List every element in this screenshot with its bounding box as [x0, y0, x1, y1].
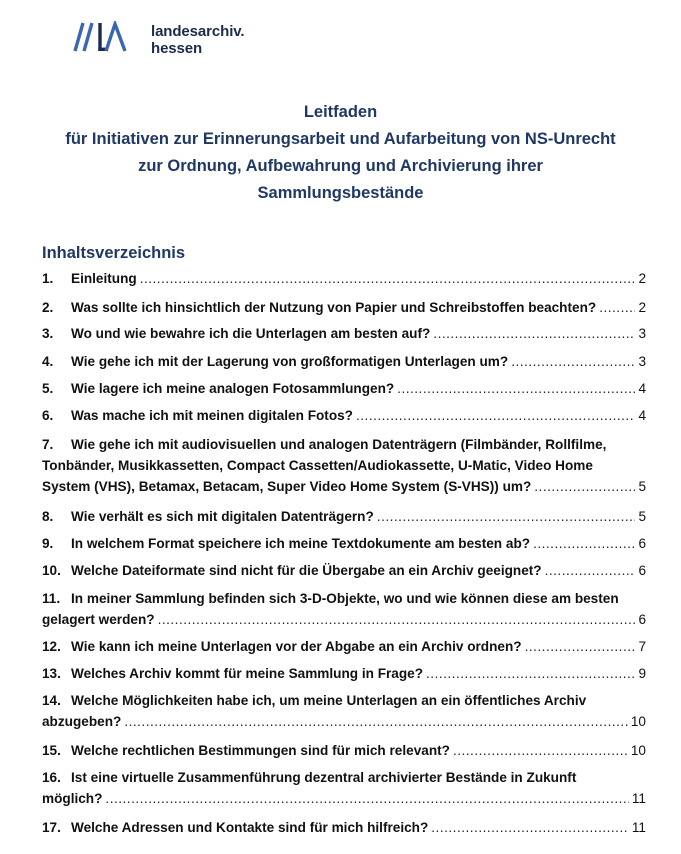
title-line-3: zur Ordnung, Aufbewahrung und Archivierung ihrer	[138, 157, 543, 175]
toc-entry-number: 9.	[42, 536, 54, 551]
toc-page-number: 3	[638, 354, 646, 369]
dot-leader	[533, 533, 635, 554]
toc-entry-number: 15.	[42, 743, 61, 758]
toc-entry[interactable]	[42, 560, 646, 581]
toc-entry-text: Welche rechtlichen Bestimmungen sind für mich relevant?	[71, 743, 450, 758]
toc-page-number: 4	[638, 381, 646, 396]
toc-page-number: 5	[638, 479, 646, 494]
dot-leader	[431, 817, 629, 838]
toc-page-number: 6	[638, 563, 646, 578]
toc-entry[interactable]	[42, 588, 646, 630]
toc-entry-text: abzugeben?	[42, 714, 122, 729]
toc-entry-number: 6.	[42, 408, 54, 423]
title-line-1: Leitfaden	[303, 103, 378, 121]
toc-entry-text: Welches Archiv kommt für meine Sammlung in Frage?	[71, 666, 424, 681]
toc-page-number: 6	[638, 536, 646, 551]
toc-entry-text: System (VHS), Betamax, Betacam, Super Video Home System (S-VHS)) um?	[42, 479, 532, 494]
toc-page-number: 9	[638, 666, 646, 681]
toc-page-number: 2	[638, 271, 646, 286]
dot-leader	[426, 663, 635, 684]
toc-entry-number: 11.	[42, 591, 61, 606]
toc-entry-number: 2.	[42, 300, 54, 315]
toc-page-number: 10	[630, 714, 646, 729]
toc-entry-text: Ist eine virtuelle Zusammenführung dezentral archivierter Bestände in Zukunft	[71, 770, 577, 785]
toc-entry[interactable]	[42, 767, 646, 809]
dot-leader	[377, 506, 636, 527]
toc-page-number: 7	[638, 639, 646, 654]
dot-leader	[453, 740, 628, 761]
dot-leader	[433, 323, 635, 344]
toc-page-number: 2	[638, 300, 646, 315]
logo-line-1: landesarchiv.	[151, 23, 245, 40]
dot-leader	[534, 476, 635, 497]
toc-entry-text-line	[42, 767, 646, 788]
toc-entry-text-line	[42, 588, 646, 609]
dot-leader	[124, 711, 628, 732]
toc-entry-text: Wie kann ich meine Unterlagen vor der Abgabe an ein Archiv ordnen?	[71, 639, 522, 654]
landesarchiv-hessen-logo-icon	[73, 21, 141, 57]
dot-leader	[511, 351, 635, 372]
toc-entry-text: Welche Adressen und Kontakte sind für mich hilfreich?	[71, 820, 429, 835]
toc-entry-text-line	[42, 455, 646, 476]
dot-leader	[397, 378, 635, 399]
toc-heading: Inhaltsverzeichnis	[42, 244, 186, 262]
toc-page-number: 10	[630, 743, 646, 758]
toc-entry-text: möglich?	[42, 791, 103, 806]
toc-entry-number: 7.	[42, 437, 54, 452]
toc-entry[interactable]	[42, 351, 646, 372]
toc-entry-text: Welche Dateiformate sind nicht für die Übergabe an ein Archiv geeignet?	[71, 563, 542, 578]
toc-page-number: 3	[638, 326, 646, 341]
toc-page-number: 6	[638, 612, 646, 627]
toc-page-number: 11	[631, 791, 646, 806]
toc-entry[interactable]	[42, 297, 646, 318]
toc-entry[interactable]	[42, 506, 646, 527]
toc-entry[interactable]	[42, 405, 646, 426]
toc-page-number: 11	[631, 820, 646, 835]
toc-entry[interactable]	[42, 434, 646, 497]
toc-page-number: 5	[638, 509, 646, 524]
toc-entry[interactable]	[42, 268, 646, 289]
toc-entry-text: Was sollte ich hinsichtlich der Nutzung von Papier und Schreibstoffen beachten?	[71, 300, 597, 315]
toc-entry-text: Wie gehe ich mit audiovisuellen und analogen Datenträgern (Filmbänder, Rollfilme,	[71, 437, 607, 452]
logo-line-2: hessen	[151, 40, 203, 57]
toc-entry-number: 1.	[42, 271, 54, 286]
toc-entry-text: In meiner Sammlung befinden sich 3-D-Objekte, wo und wie können diese am besten	[71, 591, 619, 606]
toc-entry-number: 3.	[42, 326, 54, 341]
toc-entry[interactable]	[42, 636, 646, 657]
toc-entry-number: 16.	[42, 770, 61, 785]
logo-wordmark	[151, 23, 244, 57]
toc-entry-text: Welche Möglichkeiten habe ich, um meine Unterlagen an ein öffentliches Archiv	[71, 693, 587, 708]
dot-leader	[140, 268, 636, 289]
toc-entry-text-line	[42, 434, 646, 455]
title-line-2: für Initiativen zur Erinnerungsarbeit und Aufarbeitung von NS-Unrecht	[65, 130, 616, 148]
dot-leader	[525, 636, 636, 657]
toc-entry-number: 8.	[42, 509, 54, 524]
dot-leader	[105, 788, 628, 809]
toc-entry-text-line	[42, 690, 646, 711]
dot-leader	[545, 560, 636, 581]
toc-entry-text: Wie verhält es sich mit digitalen Datenträgern?	[71, 509, 374, 524]
toc-entry-text: Wie lagere ich meine analogen Fotosammlungen?	[71, 381, 395, 396]
dot-leader	[356, 405, 635, 426]
toc-entry-number: 17.	[42, 820, 61, 835]
toc-entry-number: 12.	[42, 639, 61, 654]
header-logo	[73, 19, 273, 59]
toc-entry-number: 5.	[42, 381, 54, 396]
toc-entry[interactable]	[42, 690, 646, 732]
toc-entry-text: Wo und wie bewahre ich die Unterlagen am besten auf?	[71, 326, 431, 341]
toc-entry-text: Tonbänder, Musikkassetten, Compact Cassetten/Audiokassette, U-Matic, Video Home	[42, 458, 593, 473]
toc-entry[interactable]	[42, 663, 646, 684]
toc-entry-text: Was mache ich mit meinen digitalen Fotos?	[71, 408, 353, 423]
toc-entry[interactable]	[42, 533, 646, 554]
toc-entry[interactable]	[42, 817, 646, 838]
toc-entry-text: Einleitung	[71, 271, 137, 286]
toc-entry[interactable]	[42, 378, 646, 399]
toc-entry-text: Wie gehe ich mit der Lagerung von großformatigen Unterlagen um?	[71, 354, 509, 369]
document-title	[20, 99, 661, 207]
toc-entry[interactable]	[42, 740, 646, 761]
title-line-4: Sammlungsbestände	[257, 184, 424, 202]
toc-entry-number: 4.	[42, 354, 54, 369]
toc-entry[interactable]	[42, 323, 646, 344]
dot-leader	[599, 297, 635, 318]
toc-entry-text: In welchem Format speichere ich meine Textdokumente am besten ab?	[71, 536, 531, 551]
dot-leader	[158, 609, 636, 630]
toc-entry-number: 14.	[42, 693, 61, 708]
toc-page-number: 4	[638, 408, 646, 423]
toc-entry-text: gelagert werden?	[42, 612, 155, 627]
toc-entry-number: 10.	[42, 563, 61, 578]
toc-entry-number: 13.	[42, 666, 61, 681]
